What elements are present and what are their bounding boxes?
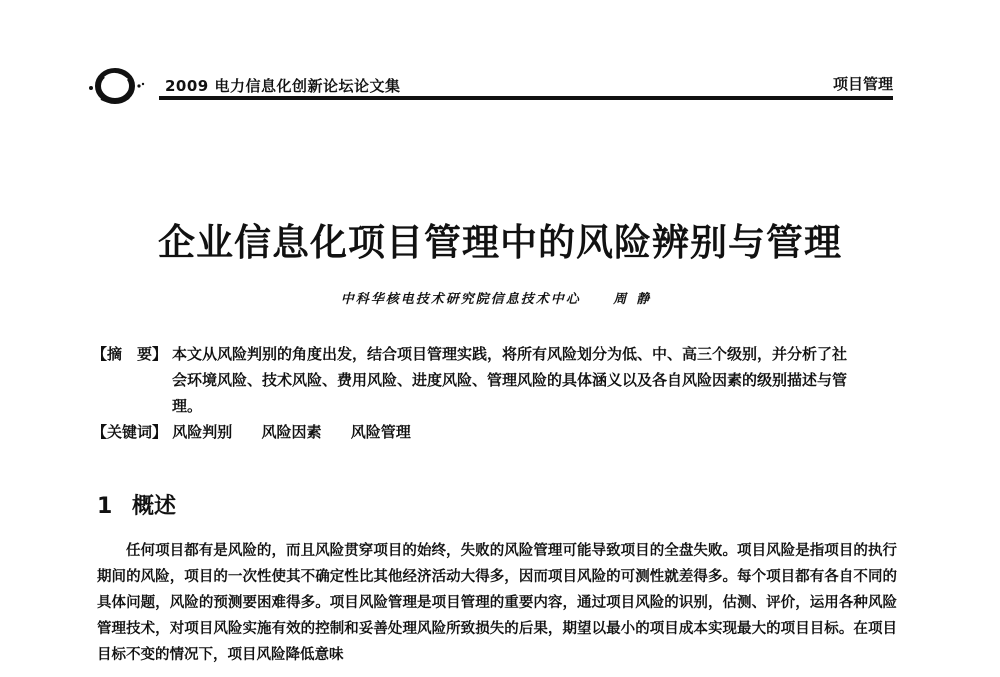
header-rule bbox=[159, 96, 893, 100]
abstract-label: 【摘 要】 bbox=[92, 345, 168, 363]
abstract-text: 本文从风险判别的角度出发，结合项目管理实践，将所有风险划分为低、中、高三个级别，并分析了社会环境风险、技术风险、费用风险、进度风险、管理风险的具体涵义以及各自风险因素的级别描述与管理。 bbox=[172, 345, 848, 415]
keyword-item: 风险因素 bbox=[261, 423, 322, 441]
author-affiliation: 中科华核电技术研究院信息技术中心 bbox=[340, 292, 581, 307]
forum-logo-icon bbox=[85, 66, 147, 106]
collection-title: 2009 电力信息化创新论坛论文集 bbox=[165, 77, 401, 95]
section-heading bbox=[97, 489, 176, 520]
author-line bbox=[0, 288, 1000, 307]
running-header bbox=[85, 60, 893, 110]
section-number: 1 bbox=[97, 494, 113, 519]
keyword-item: 风险管理 bbox=[350, 423, 411, 441]
paper-title: 企业信息化项目管理中的风险辨别与管理 bbox=[158, 221, 842, 264]
section-title: 概述 bbox=[131, 494, 176, 519]
author-name: 周静 bbox=[613, 292, 660, 307]
body-paragraph: 任何项目都有是风险的，而且风险贯穿项目的始终，失败的风险管理可能导致项目的全盘失败。项目风险是指项目的执行期间的风险，项目的一次性使其不确定性比其他经济活动大得多，因而项目风险的可测性就差得多。每个项目都有各自不同的具体问题，风险的预测要困难得多。项目风险管理是项目管理的重要内容，通过项目风险的识别，估测、评价，运用各种风险管理技术，对项目风险实施有效的控制和妥善处理风险所致损失的后果，期望以最小的项目成本实现最大的项目目标。在项目目标不变的情况下，项目风险降低意味 bbox=[97, 543, 897, 663]
abstract bbox=[92, 341, 852, 419]
keywords-label: 【关键词】 bbox=[92, 423, 168, 441]
keywords bbox=[92, 421, 435, 442]
section-label: 项目管理 bbox=[832, 75, 893, 93]
keyword-item: 风险判别 bbox=[172, 423, 233, 441]
